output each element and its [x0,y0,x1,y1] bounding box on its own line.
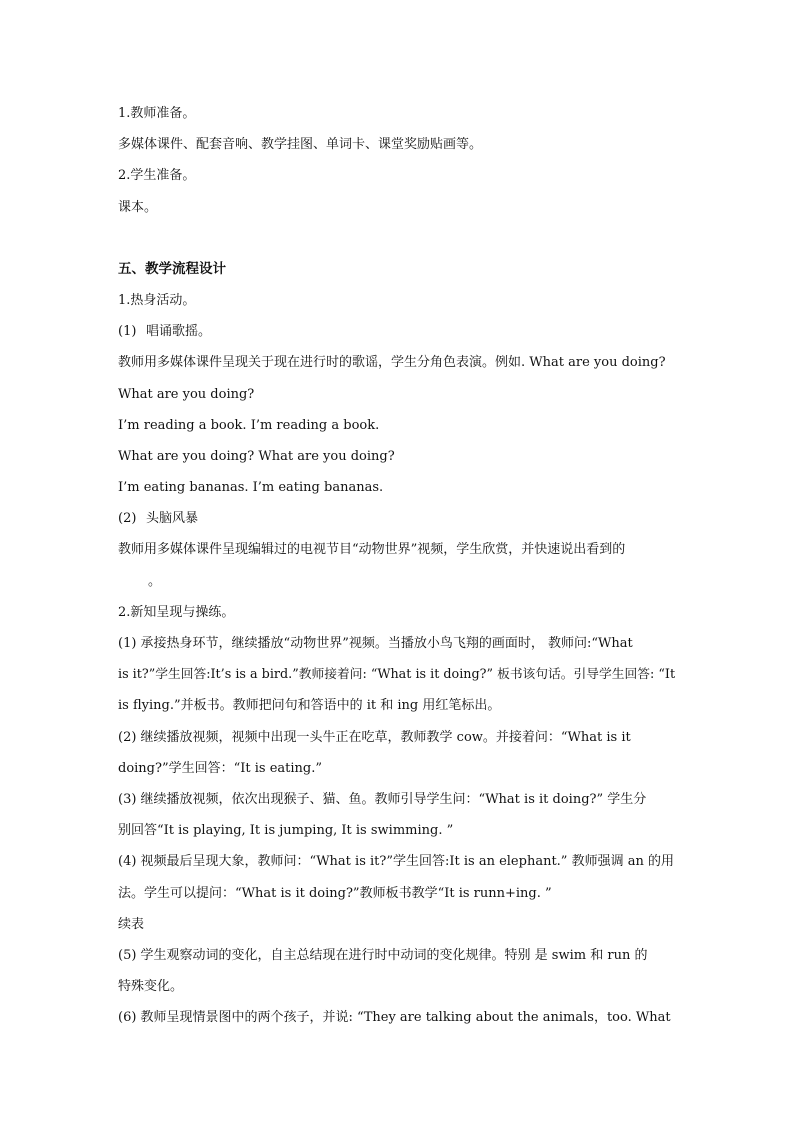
text-line: What are you doing? What are you doing? [118,448,395,464]
text-line: 课本。 [118,199,158,215]
item-number: (2) [118,511,137,527]
item-number: (1) [118,324,137,340]
text-line: 1.热身活动。 [118,292,196,308]
text-line: What are you doing? [118,386,255,402]
spacer [118,223,678,254]
text-line: 教师用多媒体课件呈现关于现在进行时的歌谣，学生分角色表演。例如. What are you doing? [118,355,666,371]
text-line: (3) 继续播放视频，依次出现猴子、猫、鱼。教师引导学生问：“What is it doing?” 学生分 [118,791,647,807]
text-line: (4) 视频最后呈现大象，教师问：“What is it?”学生回答:It is an elephant.” 教师强调 an 的用 [118,854,674,870]
text-line: 别回答“It is playing, It is jumping, It is swimming. ” [118,823,454,839]
text-line: is it?”学生回答:It’s is a bird.”教师接着问: “What is it doing?” 板书该句话。引导学生回答: “It [118,667,676,683]
item-text: 头脑风暴 [146,511,199,527]
text-line: 2.新知呈现与操练。 [118,604,235,620]
text-line: I’m reading a book. I’m reading a book. [118,417,380,433]
item-text: 唱诵歌摇。 [146,324,212,340]
text-line: 。 [148,573,162,589]
text-line: (1) 承接热身环节，继续播放“动物世界”视频。当播放小鸟飞翔的画面时， 教师问:“What [118,636,633,651]
text-line: (5) 学生观察动词的变化，自主总结现在进行时中动词的变化规律。特别 是 swim 和 run 的 [118,947,648,963]
text-line: doing?”学生回答：“It is eating.” [118,760,323,776]
text-line: 特殊变化。 [118,979,184,995]
text-line: is flying.”并板书。教师把问句和答语中的 it 和 ing 用红笔标出。 [118,698,501,714]
text-line: 法。学生可以提问：“What is it doing?”教师板书教学“It is runn+ing. ” [118,885,552,901]
text-line: 续表 [118,916,145,932]
text-line: (6) 教师呈现情景图中的两个孩子，并说: “They are talking about the animals，too. What [118,1010,671,1026]
text-line: (2) 继续播放视频，视频中出现一头牛正在吃草，教师教学 cow。并接着问：“What is it [118,729,631,745]
text-line: 教师用多媒体课件呈现编辑过的电视节目“动物世界”视频，学生欣赏，并快速说出看到的 [118,542,626,558]
document-page [118,98,678,1033]
section-heading: 五、教学流程设计 [118,260,226,277]
text-line: 2.学生准备。 [118,168,196,184]
numbered-item [118,503,678,534]
text-line: 1.教师准备。 [118,106,196,121]
text-line: I’m eating bananas. I’m eating bananas. [118,480,384,496]
text-line: 多媒体课件、配套音响、教学挂图、单词卡、课堂奖励贴画等。 [118,137,483,153]
numbered-item [118,316,678,347]
